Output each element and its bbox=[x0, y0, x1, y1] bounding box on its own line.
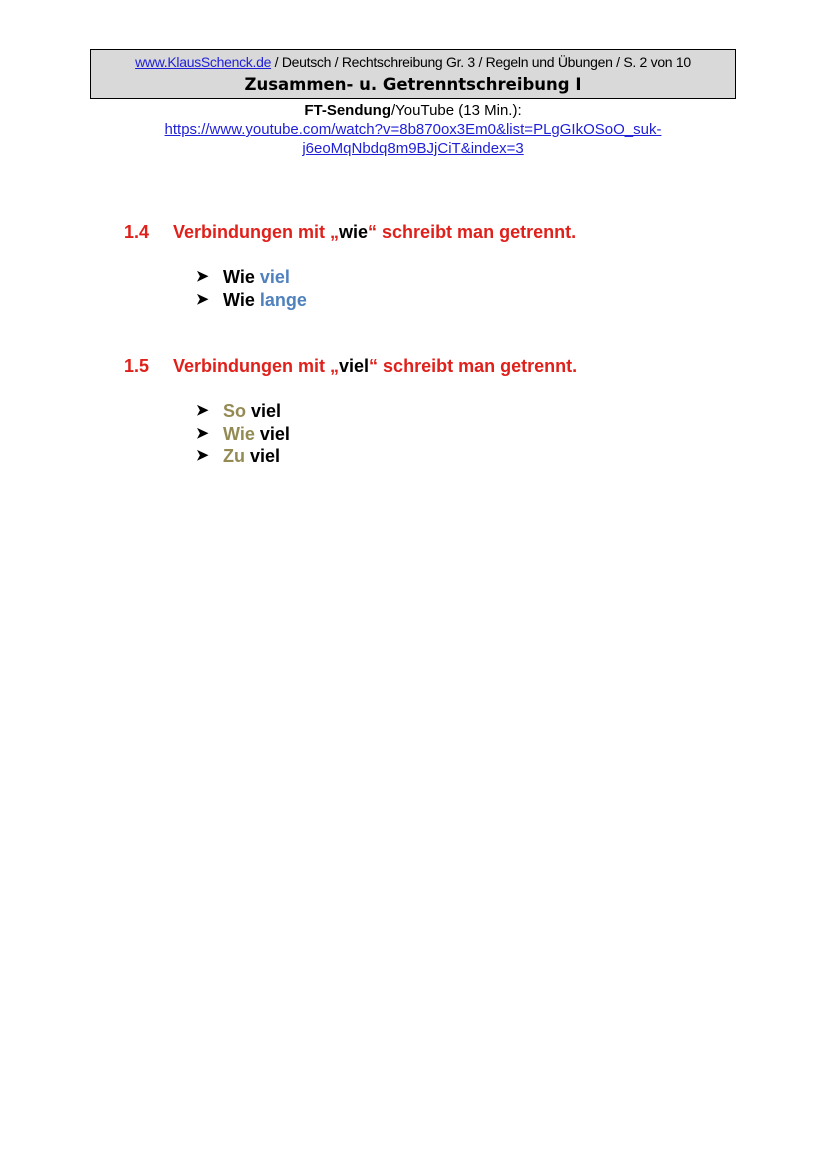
section-heading-1-4 bbox=[124, 222, 576, 243]
source-label-bold: FT-Sendung bbox=[304, 102, 391, 119]
list-item bbox=[196, 445, 290, 468]
heading-text-before: Verbindungen mit „ bbox=[173, 356, 340, 376]
item-first-word: Wie bbox=[223, 423, 255, 444]
site-link[interactable]: www.KlausSchenck.de bbox=[135, 54, 272, 70]
item-first-word: Zu bbox=[223, 446, 245, 466]
header-path: / Deutsch / Rechtschreibung Gr. 3 / Regeln und Übungen / S. 2 von 10 bbox=[271, 54, 691, 70]
heading-text-before: Verbindungen mit „ bbox=[173, 222, 340, 242]
item-second-word: viel bbox=[259, 423, 290, 444]
arrow-bullet-icon: ➤ bbox=[196, 402, 209, 419]
heading-highlight: viel bbox=[339, 356, 370, 376]
heading-text-after: “ schreibt man getrennt. bbox=[368, 222, 577, 242]
youtube-link-line1[interactable]: https://www.youtube.com/watch?v=8b870ox3Em0&list=PLgGIkOSoO_suk- bbox=[164, 121, 662, 138]
list-item bbox=[196, 400, 290, 423]
item-second-word: viel bbox=[259, 267, 290, 287]
page-title: Zusammen- u. Getrenntschreibung I bbox=[244, 75, 582, 94]
section-number: 1.4 bbox=[124, 222, 150, 242]
item-first-word: Wie bbox=[223, 289, 255, 310]
example-list-1-4 bbox=[196, 266, 307, 311]
arrow-bullet-icon: ➤ bbox=[196, 447, 209, 464]
source-label bbox=[90, 101, 736, 120]
item-second-word: viel bbox=[251, 401, 282, 421]
heading-highlight: wie bbox=[339, 222, 369, 242]
list-item bbox=[196, 289, 307, 312]
item-second-word: viel bbox=[250, 446, 281, 466]
youtube-link-line2[interactable]: j6eoMqNbdq8m9BJjCiT&index=3 bbox=[302, 140, 524, 157]
source-label-rest: /YouTube (13 Min.): bbox=[391, 102, 522, 119]
header-path-line bbox=[91, 54, 735, 70]
arrow-bullet-icon: ➤ bbox=[196, 290, 209, 308]
arrow-bullet-icon: ➤ bbox=[196, 424, 209, 442]
list-item bbox=[196, 266, 307, 289]
arrow-bullet-icon: ➤ bbox=[196, 268, 209, 285]
heading-text-after: “ schreibt man getrennt. bbox=[369, 356, 578, 376]
section-heading-1-5 bbox=[124, 356, 577, 377]
item-first-word: Wie bbox=[223, 267, 255, 287]
example-list-1-5 bbox=[196, 400, 290, 468]
section-number: 1.5 bbox=[124, 356, 150, 376]
item-first-word: So bbox=[223, 401, 247, 421]
list-item bbox=[196, 423, 290, 446]
item-second-word: lange bbox=[259, 289, 307, 310]
page-header bbox=[90, 49, 736, 99]
source-info bbox=[90, 101, 736, 158]
